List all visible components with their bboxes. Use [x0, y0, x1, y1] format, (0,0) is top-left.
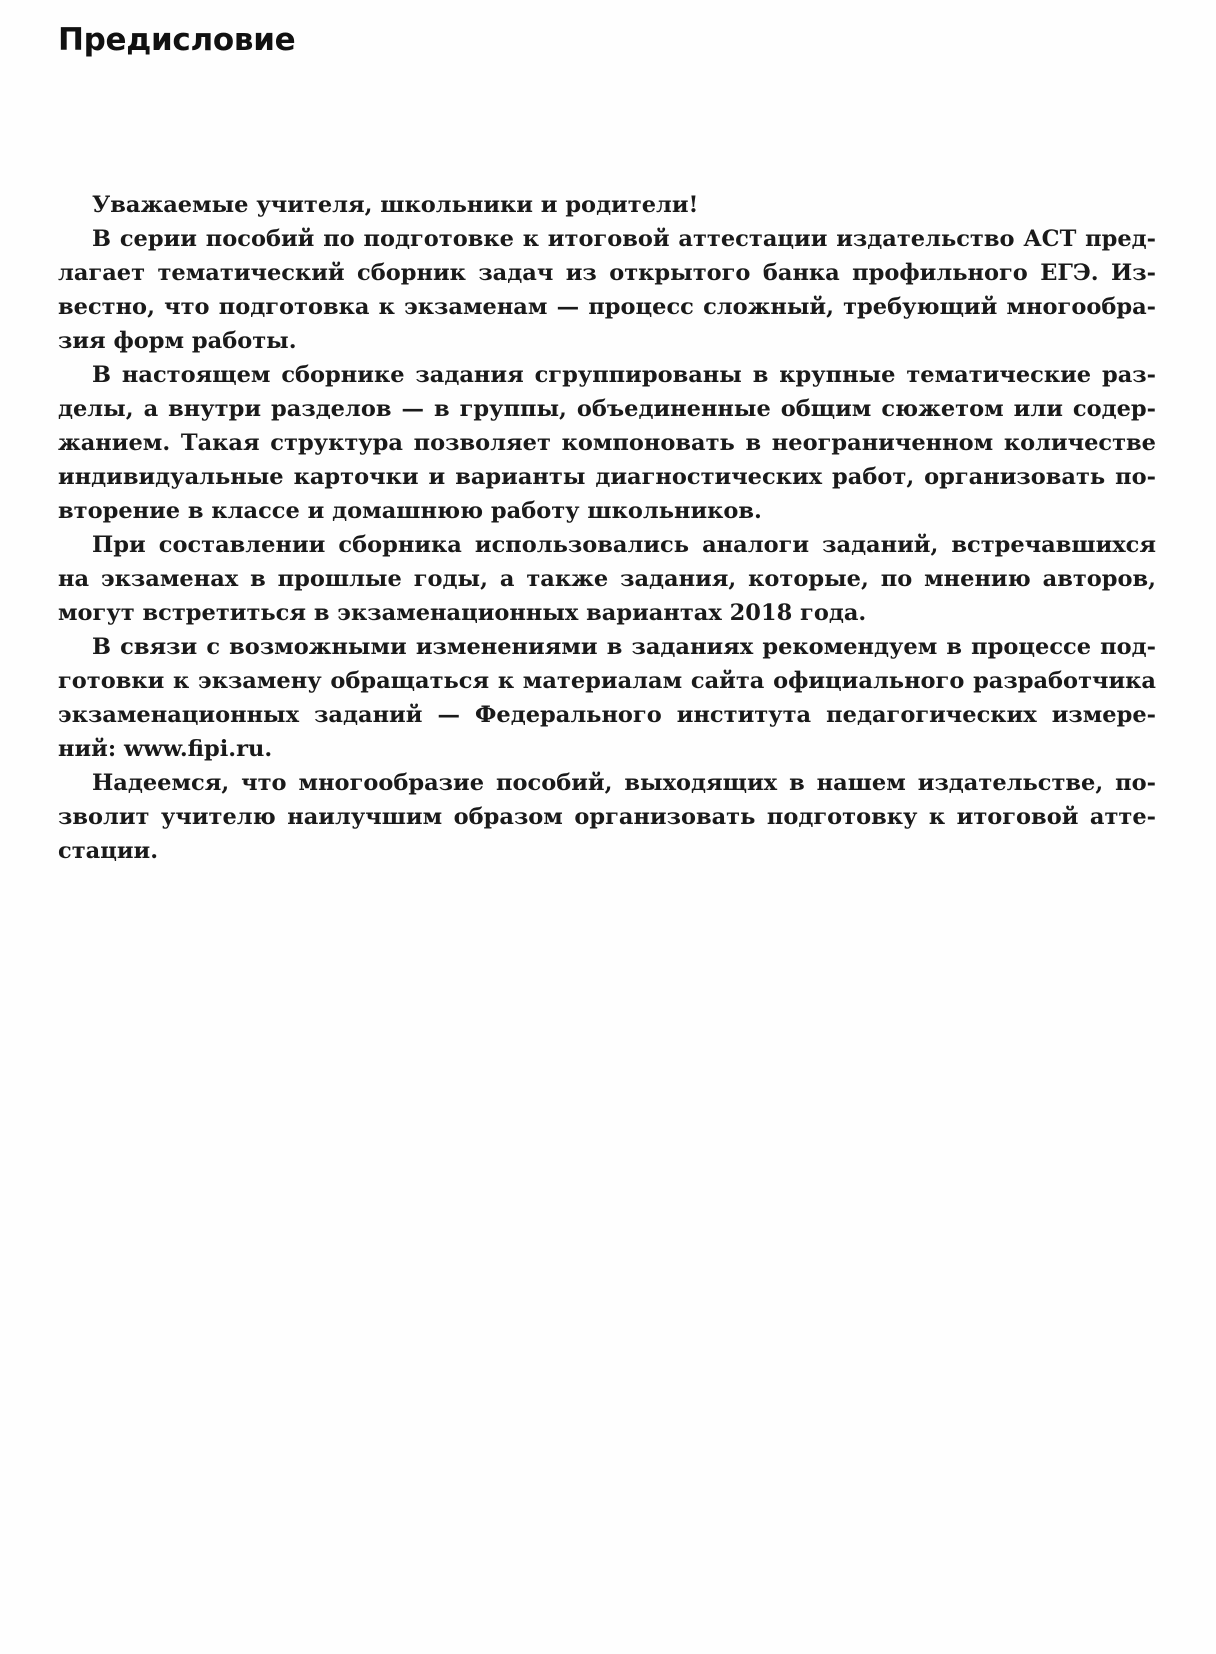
- paragraph-sources: [58, 528, 1156, 630]
- text-line: лагает тематический сборник задач из открытого банка профильного ЕГЭ. Из-: [58, 260, 1156, 286]
- text-line: зия форм работы.: [58, 328, 297, 354]
- text-line: вестно, что подготовка к экзаменам — процесс сложный, требующий многообра-: [58, 294, 1156, 320]
- text-line: ний: www.fipi.ru.: [58, 736, 273, 762]
- text-line: на экзаменах в прошлые годы, а также задания, которые, по мнению авторов,: [58, 566, 1156, 592]
- preface-body: [58, 188, 1156, 868]
- text-line: готовки к экзамену обращаться к материалам сайта официального разработчика: [58, 668, 1156, 694]
- text-line: В настоящем сборнике задания сгруппированы в крупные тематические раз-: [92, 362, 1156, 388]
- paragraph-structure: [58, 358, 1156, 528]
- paragraph-closing: [58, 766, 1156, 868]
- text-line: могут встретиться в экзаменационных вариантах 2018 года.: [58, 600, 867, 626]
- text-line: В связи с возможными изменениями в заданиях рекомендуем в процессе под-: [92, 634, 1156, 660]
- text-line: вторение в классе и домашнюю работу школьников.: [58, 498, 762, 524]
- text-line: экзаменационных заданий — Федерального института педагогических измере-: [58, 702, 1156, 728]
- paragraph-greeting: [58, 188, 1156, 222]
- text-line: зволит учителю наилучшим образом организовать подготовку к итоговой атте-: [58, 804, 1156, 830]
- paragraph-recommendation: [58, 630, 1156, 766]
- text-line: Уважаемые учителя, школьники и родители!: [92, 192, 699, 218]
- text-line: индивидуальные карточки и варианты диагностических работ, организовать по-: [58, 464, 1156, 490]
- text-line: В серии пособий по подготовке к итоговой аттестации издательство АСТ пред-: [92, 226, 1156, 252]
- page-title: Предисловие: [58, 22, 296, 58]
- text-line: стации.: [58, 838, 159, 864]
- text-line: Надеемся, что многообразие пособий, выходящих в нашем издательстве, по-: [92, 770, 1156, 796]
- text-line: жанием. Такая структура позволяет компоновать в неограниченном количестве: [58, 430, 1156, 456]
- paragraph-series-intro: [58, 222, 1156, 358]
- text-line: При составлении сборника использовались аналоги заданий, встречавшихся: [92, 532, 1156, 558]
- text-line: делы, а внутри разделов — в группы, объединенные общим сюжетом или содер-: [58, 396, 1156, 422]
